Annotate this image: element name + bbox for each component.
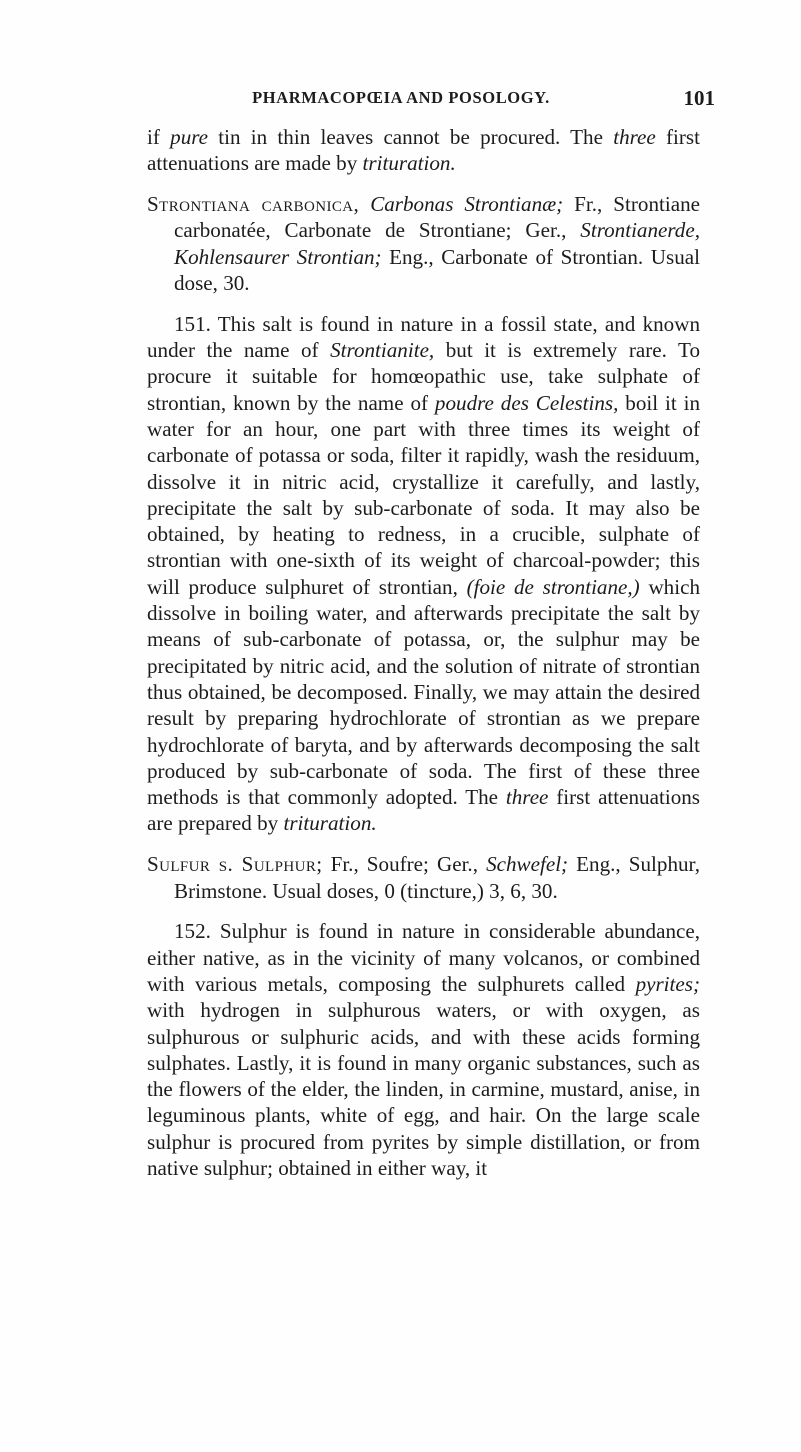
paragraph-151 <box>147 311 700 837</box>
italic-run: pyrites; <box>635 971 700 996</box>
text-run: Fr., Strontiane carbonatée, Carbonate de Strontiane; Ger., <box>174 192 700 243</box>
text-run: Fr., Soufre; Ger., <box>322 852 487 877</box>
italic-run: Strontianite, <box>330 338 435 363</box>
text-run: Eng., Sulphur, Brimstone. Usual doses, 0 (tincture,) 3, 6, 30. <box>174 852 701 903</box>
entry-heading: Sulfur s. Sulphur; <box>147 852 323 877</box>
text-run: Eng., Carbonate of Strontian. Usual dose, 30. <box>174 244 700 295</box>
italic-run: trituration. <box>283 811 377 836</box>
running-title: PHARMACOPŒIA AND POSOLOGY. <box>252 88 550 107</box>
italic-run: three <box>505 785 549 810</box>
italic-run: Carbonas Strontianæ; <box>370 192 564 217</box>
text-run: tin in thin leaves cannot be procured. The <box>208 125 614 149</box>
body-text <box>147 124 700 1196</box>
text-run: 151. This salt is found in nature in a fossil state, and known under the name of <box>147 311 700 363</box>
italic-run: pure <box>170 125 209 149</box>
paragraph-intro <box>147 124 700 177</box>
text-run: first attenuations are made by <box>147 125 700 176</box>
italic-run: trituration. <box>362 151 456 176</box>
text-run: which dissolve in boiling water, and afterwards precipitate the salt by means of sub-carbonate of potassa, or, the sulphur may be precipitated by nitric acid, and the solution of nitrate of strontian thus obtained, be decomposed. Finally, we may attain the desired result by preparing hydrochlorate of strontian as we prepare hydrochlorate of baryta, and by afterwards decomposing the salt produced by sub-carbonate of soda. The first of these three methods is that commonly adopted. The <box>147 574 700 810</box>
italic-run: (foie de strontiane,) <box>466 574 640 599</box>
paragraph-152 <box>147 918 700 1181</box>
text-run: with hydrogen in sulphurous waters, or with oxygen, as sulphurous or sulphuric acids, and with these acids forming sulphates. Lastly, it is found in many organic substances, such as the flowers of the elder, the linden, in carmine, mustard, anise, in leguminous plants, white of egg, and hair. On the large scale sulphur is procured from pyrites by simple distillation, or from native sulphur; obtained in either way, it <box>147 998 700 1180</box>
text-run: boil it in water for an hour, one part with three times its weight of carbonate of potassa or soda, filter it rapidly, wash the residuum, dissolve it in nitric acid, crystallize it carefully, and lastly, precipitate the salt by sub-carbonate of soda. It may also be obtained, by heating to redness, in a crucible, sulphate of strontian with one-sixth of its weight of charcoal-powder; this will produce sulphuret of strontian, <box>147 390 700 599</box>
entry-strontiana-carbonica <box>147 191 700 296</box>
text-run: first attenuations are prepared by <box>147 785 700 836</box>
italic-run: three <box>613 125 656 149</box>
entry-heading: Strontiana carbonica, <box>147 192 360 217</box>
italic-run: poudre des Celestins, <box>434 390 619 415</box>
italic-run: Schwefel; <box>486 852 569 877</box>
text-run <box>359 192 370 216</box>
italic-run: Strontianerde, Kohlensaurer Strontian; <box>174 218 700 269</box>
page-number: 101 <box>683 86 715 110</box>
text-run: but it is extremely rare. To procure it suitable for homœopathic use, take sulphate of strontian, known by the name of <box>147 338 700 415</box>
entry-sulfur <box>147 851 700 904</box>
text-run: if <box>147 125 171 149</box>
text-run: 152. Sulphur is found in nature in considerable abundance, either native, as in the vicinity of many volcanos, or combined with various metals, composing the sulphurets called <box>147 919 700 996</box>
